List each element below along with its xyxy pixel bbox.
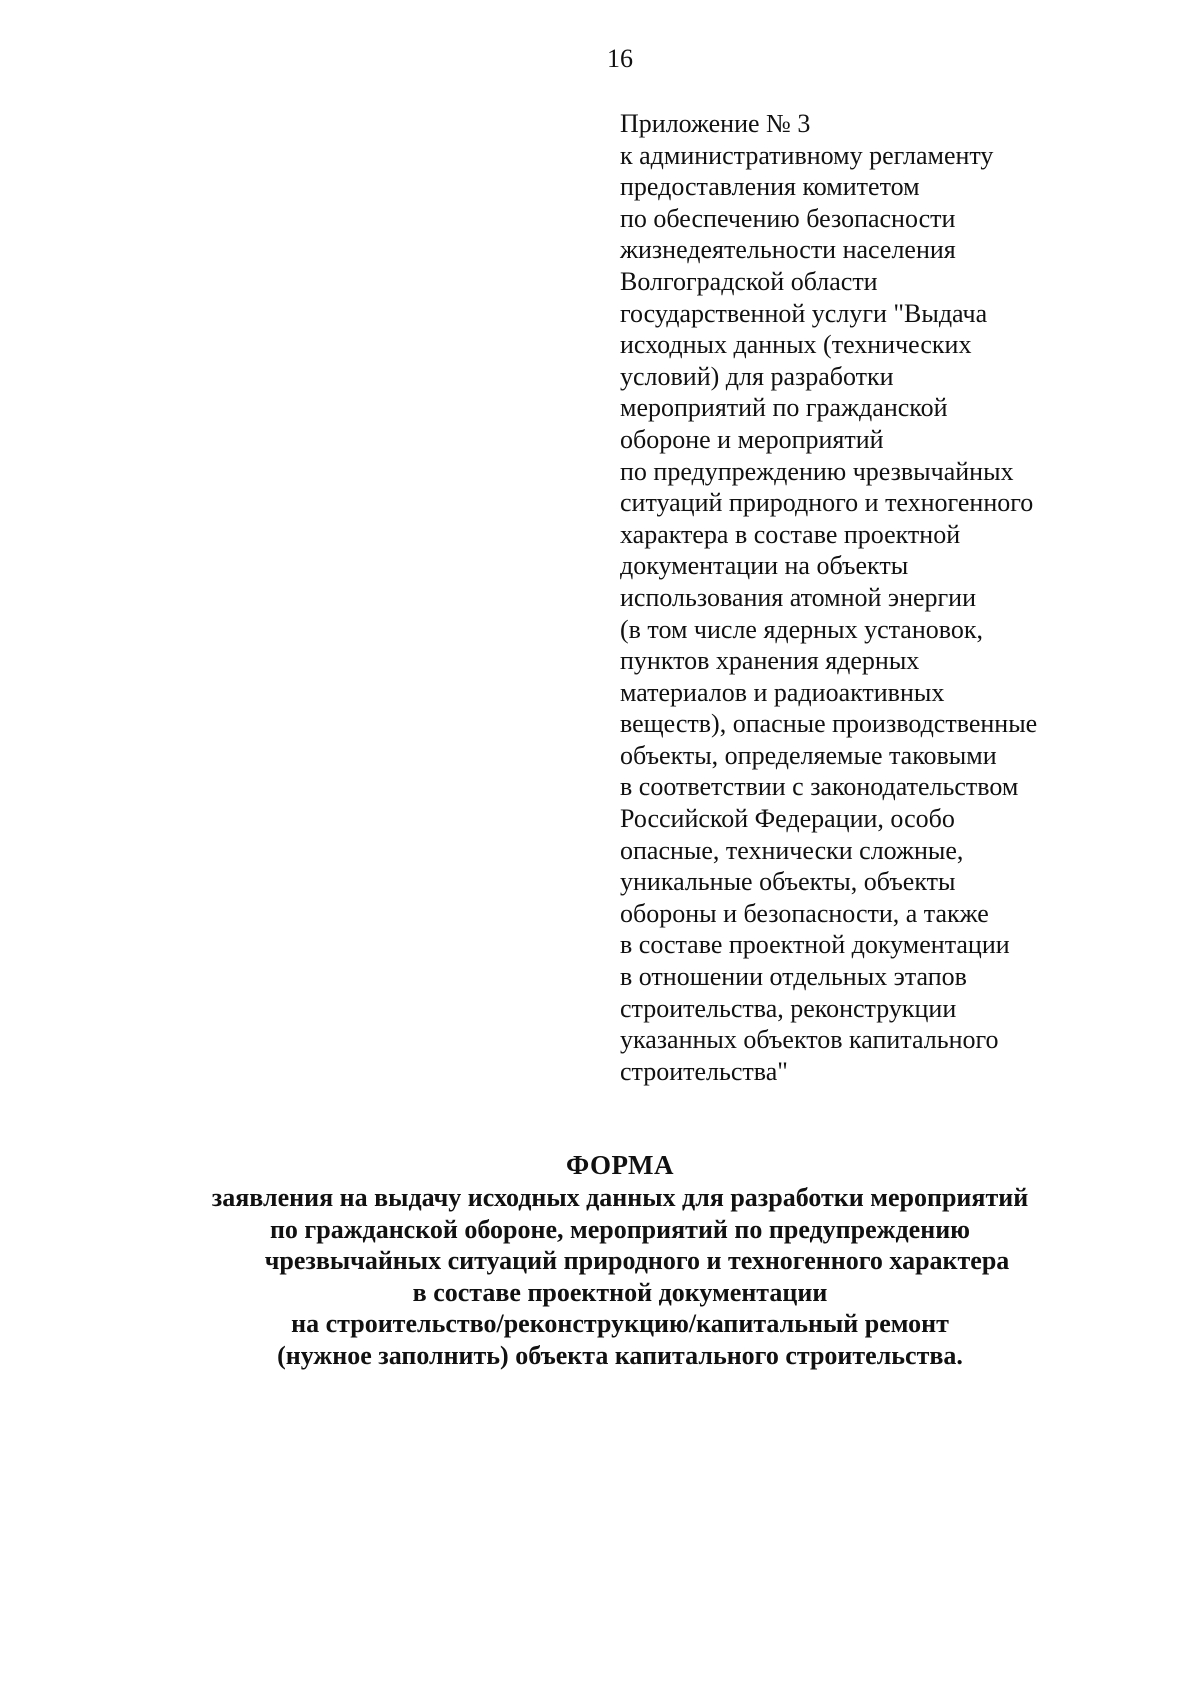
- appendix-line: строительства, реконструкции: [620, 993, 957, 1023]
- appendix-line: характера в составе проектной: [620, 519, 961, 549]
- appendix-header: [620, 108, 1180, 1087]
- form-heading: [0, 1148, 1200, 1371]
- form-subtitle-line: заявления на выдачу исходных данных для разработки мероприятий: [211, 1183, 1029, 1212]
- form-subtitle-line: на строительство/реконструкцию/капитальный ремонт: [291, 1309, 949, 1338]
- appendix-line: Российской Федерации, особо: [620, 804, 955, 834]
- appendix-line: мероприятий по гражданской: [620, 393, 948, 423]
- appendix-line: (в том числе ядерных установок,: [620, 614, 983, 644]
- appendix-line: государственной услуги "Выдача: [620, 298, 988, 328]
- appendix-line: по обеспечению безопасности: [620, 203, 956, 233]
- appendix-line: объекты, определяемые таковыми: [620, 740, 997, 770]
- appendix-line: обороны и безопасности, а также: [620, 898, 989, 928]
- appendix-line: опасные, технически сложные,: [620, 835, 964, 865]
- appendix-line: строительства": [620, 1056, 788, 1086]
- appendix-line: документации на объекты: [620, 551, 909, 581]
- appendix-line: использования атомной энергии: [620, 582, 977, 612]
- appendix-line: уникальные объекты, объекты: [620, 867, 956, 897]
- appendix-line: материалов и радиоактивных: [620, 677, 945, 707]
- appendix-line: веществ), опасные производственные: [620, 709, 1038, 739]
- appendix-line: в соответствии с законодательством: [620, 772, 1019, 802]
- appendix-line: Приложение № 3: [620, 109, 811, 138]
- appendix-line: пунктов хранения ядерных: [620, 646, 920, 676]
- page-number: 16: [607, 44, 633, 73]
- form-subtitle-line: чрезвычайных ситуаций природного и техногенного характера: [264, 1246, 1010, 1275]
- appendix-line: условий) для разработки: [620, 361, 894, 391]
- appendix-line: исходных данных (технических: [620, 330, 972, 360]
- form-title: ФОРМА: [566, 1150, 674, 1180]
- appendix-line: по предупреждению чрезвычайных: [620, 456, 1014, 486]
- appendix-line: указанных объектов капитального: [620, 1025, 999, 1055]
- appendix-line: к административному регламенту: [620, 140, 994, 170]
- appendix-line: жизнедеятельности населения: [620, 235, 956, 265]
- appendix-line: обороне и мероприятий: [620, 424, 884, 454]
- form-subtitle-line: (нужное заполнить) объекта капитального строительства.: [277, 1340, 963, 1370]
- appendix-line: в отношении отдельных этапов: [620, 962, 967, 992]
- appendix-line: Волгоградской области: [620, 266, 878, 296]
- form-subtitle-line: в составе проектной документации: [412, 1277, 828, 1307]
- appendix-line: в составе проектной документации: [620, 930, 1010, 960]
- appendix-line: ситуаций природного и техногенного: [620, 488, 1034, 518]
- form-subtitle-line: по гражданской обороне, мероприятий по предупреждению: [269, 1214, 971, 1244]
- appendix-line: предоставления комитетом: [620, 172, 920, 202]
